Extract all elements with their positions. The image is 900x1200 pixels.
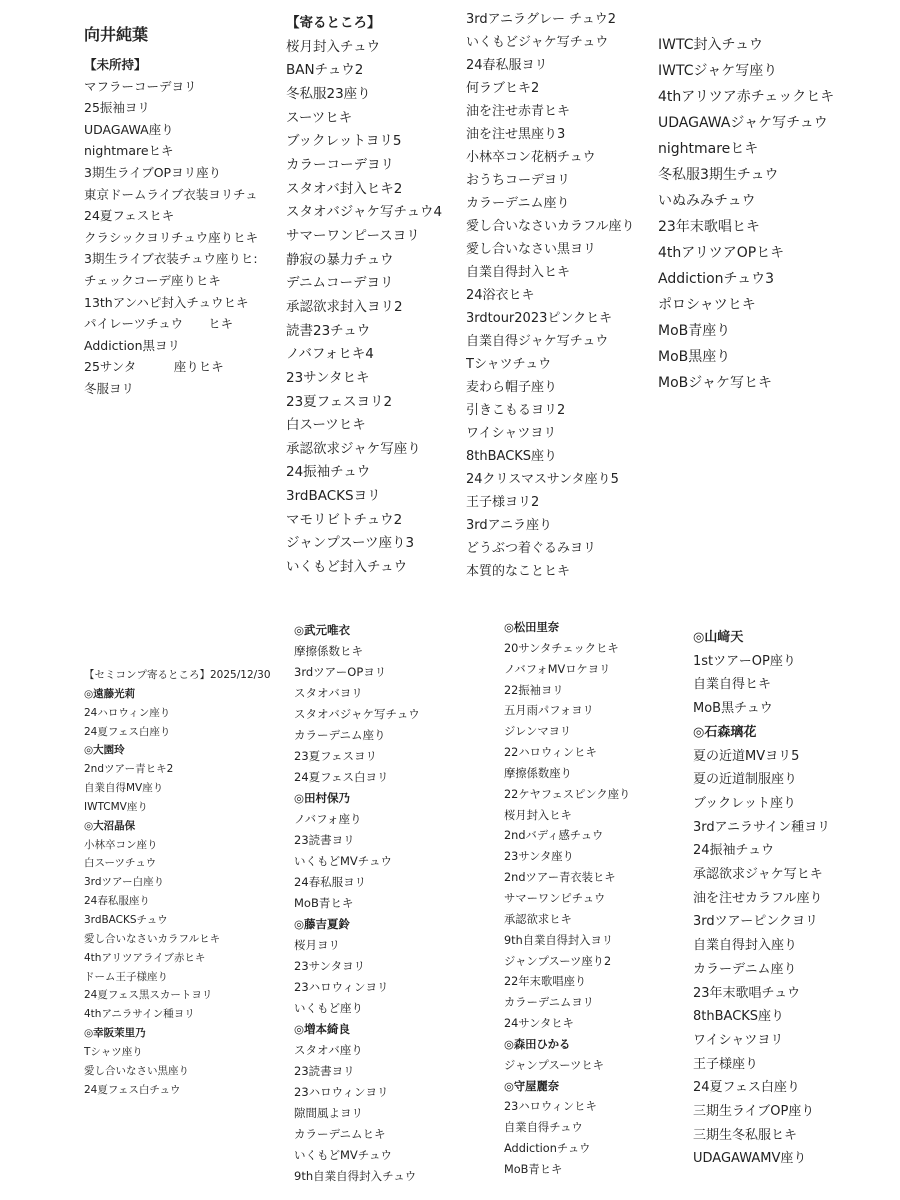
list-item: Tシャツチュウ	[466, 357, 552, 372]
list-item: 白スーツヒキ	[286, 417, 366, 434]
list-item: スタオバジャケ写チュウ	[294, 707, 420, 721]
list-item: nightmareヒキ	[84, 143, 174, 159]
list-item: 4thアリツアライブ赤ヒキ	[84, 951, 206, 964]
list-item: サマーワンピチュウ	[504, 891, 606, 905]
list-item: 23サンタヨリ	[294, 959, 366, 973]
list-item: 油を注せカラフル座り	[693, 890, 823, 906]
list-item: 3rdアニラグレー チュウ2	[466, 12, 617, 27]
list-item: カラーデニム座り	[693, 961, 797, 977]
list-item: 自業自得チュウ	[504, 1121, 583, 1135]
list-item: 承認欲求ヒキ	[504, 912, 572, 926]
list-item: 自業自得ヒキ	[693, 677, 772, 693]
list-item: 23夏フェスヨリ	[294, 749, 378, 763]
list-item: 3rdtour2023ピンクヒキ	[466, 311, 613, 326]
list-item: 夏の近道制服座り	[693, 772, 798, 788]
list-item: 桜月ヨリ	[294, 938, 340, 952]
list-item: ジャンプスーツ座り3	[286, 535, 415, 552]
list-item: 24春私服座り	[84, 895, 150, 908]
list-item: nightmareヒキ	[658, 141, 759, 157]
list-item: 冬服ヨリ	[84, 380, 135, 396]
list-item: 24春私服ヨリ	[294, 875, 367, 889]
list-item: スタオバジャケ写チュウ4	[286, 204, 443, 221]
section-heading: 【寄るところ】	[286, 15, 381, 31]
list-item: 桜月封入チュウ	[286, 38, 381, 55]
member-name: ◎山﨑天	[693, 630, 744, 645]
list-item: 23サンタヒキ	[286, 369, 370, 386]
item-list	[693, 650, 843, 721]
list-item: IWTCジャケ写座り	[658, 63, 778, 79]
list-item: 油を注せ赤青ヒキ	[466, 104, 571, 119]
list-item: 承認欲求ジャケ写座り	[286, 440, 421, 457]
member-title: 向井純葉	[84, 25, 149, 44]
list-item: 23ハロウィンヒキ	[504, 1100, 597, 1114]
list-item: 24クリスマスサンタ座り5	[466, 472, 619, 487]
list-item: 23年末歌唱ヒキ	[658, 219, 760, 235]
list-item: ノバフォヒキ4	[286, 346, 374, 363]
list-item: 麦わら帽子座り	[466, 380, 558, 395]
list-item: サマーワンピースヨリ	[286, 227, 420, 244]
list-item: カラーデニム座り	[466, 196, 570, 211]
item-list	[693, 745, 843, 1172]
list-item: 4thアニラサイン種ヨリ	[84, 1008, 195, 1021]
list-item: 自業自得封入座り	[693, 938, 798, 954]
list-item: MoB黒チュウ	[693, 701, 773, 717]
member-name: ◎遠藤光莉	[84, 687, 136, 700]
list-item: デニムコーデヨリ	[286, 275, 394, 292]
list-item: 22振袖ヨリ	[504, 683, 564, 697]
list-item: 25振袖ヨリ	[84, 100, 150, 116]
item-list	[84, 1043, 280, 1100]
list-item: パイレーツチュウ ヒキ	[84, 316, 234, 332]
item-list	[84, 760, 280, 817]
bottom-column-4	[693, 626, 843, 1171]
list-caption: 【セミコンプ寄るところ】2025/12/30	[84, 669, 271, 681]
list-item: 22年末歌唱座り	[504, 975, 587, 989]
list-item: 8thBACKS座り	[466, 449, 558, 464]
list-item: 愛し合いなさいカラフル座り	[466, 219, 635, 234]
list-item: 3rdツアーピンクヨリ	[693, 914, 818, 930]
list-item: 24夏フェス白座り	[84, 725, 171, 738]
list-item: いくもどMVチュウ	[294, 1148, 392, 1162]
list-item: 24夏フェス黒スカートヨリ	[84, 989, 213, 1002]
list-item: 承認欲求封入ヨリ2	[286, 298, 403, 315]
list-item: ポロシャツヒキ	[658, 297, 756, 313]
list-item: 隙間風よヨリ	[294, 1106, 363, 1120]
list-item: 3rdBACKSヨリ	[286, 488, 381, 505]
top-column-4	[658, 32, 841, 396]
list-item: 白スーツチュウ	[84, 857, 157, 870]
list-item: マモリビトチュウ2	[286, 511, 403, 528]
member-name: ◎藤吉夏鈴	[294, 917, 351, 931]
item-list	[504, 1056, 638, 1077]
list-item: カラーデニム座り	[294, 728, 386, 742]
list-item: いくもど座り	[294, 1001, 363, 1015]
list-item: おうちコーデヨリ	[466, 173, 571, 188]
item-list	[294, 935, 464, 1019]
list-item: 桜月封入ヒキ	[504, 808, 572, 822]
list-item: 24振袖チュウ	[693, 843, 775, 859]
list-item: 3rdアニラサイン種ヨリ	[693, 819, 831, 835]
list-item: 23読書ヨリ	[294, 1064, 355, 1078]
list-item: ワイシャツヨリ	[693, 1032, 784, 1048]
list-item: 油を注せ黒座り3	[466, 127, 566, 142]
list-item: 読書23チュウ	[286, 322, 371, 339]
list-item: Addiction黒ヨリ	[84, 337, 180, 353]
list-item: 2ndツアー青衣装ヒキ	[504, 871, 616, 885]
list-item: 三期生冬私服ヒキ	[693, 1127, 798, 1143]
list-item: 20サンタチェックヒキ	[504, 641, 619, 655]
list-item: 24夏フェス白チュウ	[84, 1083, 181, 1096]
member-name: ◎大園玲	[84, 744, 125, 757]
item-list	[658, 32, 841, 396]
list-item: 愛し合いなさい黒座り	[84, 1064, 189, 1077]
list-item: 24ハロウィン座り	[84, 706, 171, 719]
list-item: UDAGAWAジャケ写チュウ	[658, 115, 828, 131]
list-item: 23ハロウィンヨリ	[294, 1085, 389, 1099]
list-item: 24振袖チュウ	[286, 464, 371, 481]
list-item: チェックコーデ座りヒキ	[84, 272, 221, 288]
list-item: 自業自得MV座り	[84, 782, 164, 795]
list-item: 摩擦係数座り	[504, 766, 572, 780]
top-column-2	[286, 12, 456, 580]
list-item: 王子様座り	[693, 1056, 759, 1072]
list-item: スタオバヨリ	[294, 686, 363, 700]
list-item: マフラーコーデヨリ	[84, 78, 197, 94]
list-item: 夏の近道MVヨリ5	[693, 748, 800, 764]
list-item: 承認欲求ジャケ写ヒキ	[693, 867, 823, 883]
section-heading: 【未所持】	[84, 57, 147, 72]
list-item: 東京ドームライブ衣装ヨリチュ	[84, 186, 258, 202]
list-item: 2ndバディ感チュウ	[504, 829, 604, 843]
list-item: 1stツアーOP座り	[693, 653, 796, 669]
list-item: ノバフォMVロケヨリ	[504, 662, 611, 676]
list-item: MoB青座り	[658, 323, 731, 339]
member-name: ◎武元唯衣	[294, 623, 351, 637]
member-name: ◎増本綺良	[294, 1022, 351, 1036]
list-item: 8thBACKS座り	[693, 1009, 785, 1025]
list-item: スーツヒキ	[286, 109, 353, 126]
list-item: Tシャツ座り	[84, 1045, 143, 1058]
list-item: UDAGAWA座り	[84, 121, 174, 137]
list-item: いくもど封入チュウ	[286, 559, 408, 576]
list-item: 王子様ヨリ2	[466, 495, 540, 510]
list-item: 愛し合いなさいカラフルヒキ	[84, 932, 221, 945]
list-item: ドーム王子様座り	[84, 970, 168, 983]
list-item: 三期生ライブOP座り	[693, 1104, 815, 1120]
bottom-column-1	[84, 666, 280, 1099]
list-item: 23年末歌唱チュウ	[693, 985, 801, 1001]
list-item: Addictionチュウ3	[658, 271, 774, 287]
member-name: ◎松田里奈	[504, 621, 560, 634]
list-item: 24夏フェスヒキ	[84, 208, 175, 224]
list-item: MoB黒座り	[658, 349, 731, 365]
list-item: 小林卒コン花柄チュウ	[466, 150, 596, 165]
item-list	[286, 36, 456, 580]
list-item: カラーコーデヨリ	[286, 156, 394, 173]
list-item: 愛し合いなさい黒ヨリ	[466, 242, 597, 257]
list-item: 2ndツアー青ヒキ2	[84, 763, 174, 776]
list-item: 23ハロウィンヨリ	[294, 980, 389, 994]
list-item: 自業自得封入ヒキ	[466, 265, 571, 280]
list-item: 静寂の暴力チュウ	[286, 251, 394, 268]
list-item: 4thアリツア赤チェックヒキ	[658, 89, 835, 105]
list-item: 24春私服ヨリ	[466, 58, 548, 73]
list-item: 自業自得ジャケ写チュウ	[466, 334, 609, 349]
list-item: 3rdBACKSチュウ	[84, 913, 168, 926]
list-item: 3期生ライブ衣装チュウ座りヒ:	[84, 251, 258, 267]
list-item: 23読書ヨリ	[294, 833, 355, 847]
member-name: ◎田村保乃	[294, 791, 351, 805]
list-item: 9th自業自得封入チュウ	[294, 1169, 417, 1183]
list-item: 3rdツアーOPヨリ	[294, 665, 387, 679]
item-list	[294, 1040, 464, 1187]
list-item: 24夏フェス白座り	[693, 1080, 800, 1096]
list-item: MoB青ヒキ	[294, 896, 354, 910]
list-item: カラーデニムヒキ	[294, 1127, 386, 1141]
list-item: 22ケヤフェスピンク座り	[504, 787, 631, 801]
item-list	[504, 1097, 638, 1180]
list-item: 13thアンハピ封入チュウヒキ	[84, 294, 249, 310]
item-list	[504, 639, 638, 1035]
list-item: ノバフォ座り	[294, 812, 362, 826]
member-name: ◎守屋麗奈	[504, 1079, 560, 1093]
bottom-column-2	[294, 620, 464, 1187]
item-list	[84, 704, 280, 742]
list-item: ブックレットヨリ5	[286, 133, 402, 150]
list-item: 24夏フェス白ヨリ	[294, 770, 389, 784]
list-item: 五月雨パフォヨリ	[504, 704, 594, 718]
list-item: カラーデニムヨリ	[504, 996, 594, 1010]
item-list	[84, 76, 260, 400]
list-item: 4thアリツアOPヒキ	[658, 245, 785, 261]
member-name: ◎石森璃花	[693, 724, 757, 740]
list-item: IWTCMV座り	[84, 800, 148, 813]
list-item: ジャンプスーツ座り2	[504, 954, 612, 968]
item-list	[84, 836, 280, 1024]
item-list	[466, 8, 638, 583]
list-item: 3rdツアー白座り	[84, 876, 165, 889]
list-item: いくもどジャケ写チュウ	[466, 35, 609, 50]
list-item: 24浴衣ヒキ	[466, 288, 535, 303]
list-item: いぬみみチュウ	[658, 193, 756, 209]
list-item: スタオバ座り	[294, 1043, 363, 1057]
list-item: MoB青ヒキ	[504, 1162, 563, 1176]
list-item: 何ラブヒキ2	[466, 81, 540, 96]
top-column-3	[466, 8, 638, 583]
list-item: 冬私服23座り	[286, 85, 371, 102]
list-item: 3期生ライブOPヨリ座り	[84, 164, 222, 180]
list-item: UDAGAWAMV座り	[693, 1151, 807, 1167]
list-item: どうぶつ着ぐるみヨリ	[466, 541, 597, 556]
list-item: 本質的なことヒキ	[466, 564, 571, 579]
member-name: ◎幸阪茉里乃	[84, 1027, 146, 1040]
top-column-1	[84, 24, 260, 400]
list-item: 23サンタ座り	[504, 850, 574, 864]
item-list	[294, 809, 464, 914]
list-item: Addictionチュウ	[504, 1142, 591, 1156]
list-item: ジャンプスーツヒキ	[504, 1058, 604, 1072]
bottom-column-3	[504, 618, 638, 1181]
list-item: 摩擦係数ヒキ	[294, 644, 363, 658]
list-item: 24サンタヒキ	[504, 1017, 574, 1031]
list-item: ジレンマヨリ	[504, 725, 572, 739]
list-item: 引きこもるヨリ2	[466, 403, 566, 418]
list-item: BANチュウ2	[286, 62, 364, 79]
member-name: ◎大沼晶保	[84, 819, 136, 832]
list-item: クラシックヨリチュウ座りヒキ	[84, 229, 259, 245]
list-item: 25サンタ 座りヒキ	[84, 359, 224, 375]
list-item: 3rdアニラ座り	[466, 518, 552, 533]
list-item: スタオバ封入ヒキ2	[286, 180, 403, 197]
item-list	[294, 641, 464, 788]
list-item: いくもどMVチュウ	[294, 854, 392, 868]
list-item: 23夏フェスヨリ2	[286, 393, 393, 410]
list-item: 9th自業自得封入ヨリ	[504, 933, 614, 947]
list-item: 小林卒コン座り	[84, 838, 158, 851]
list-item: ブックレット座り	[693, 795, 796, 811]
member-name: ◎森田ひかる	[504, 1037, 571, 1051]
list-item: IWTC封入チュウ	[658, 37, 764, 53]
list-item: MoBジャケ写ヒキ	[658, 375, 772, 391]
list-item: 22ハロウィンヒキ	[504, 746, 597, 760]
list-item: ワイシャツヨリ	[466, 426, 557, 441]
list-item: 冬私服3期生チュウ	[658, 167, 779, 183]
